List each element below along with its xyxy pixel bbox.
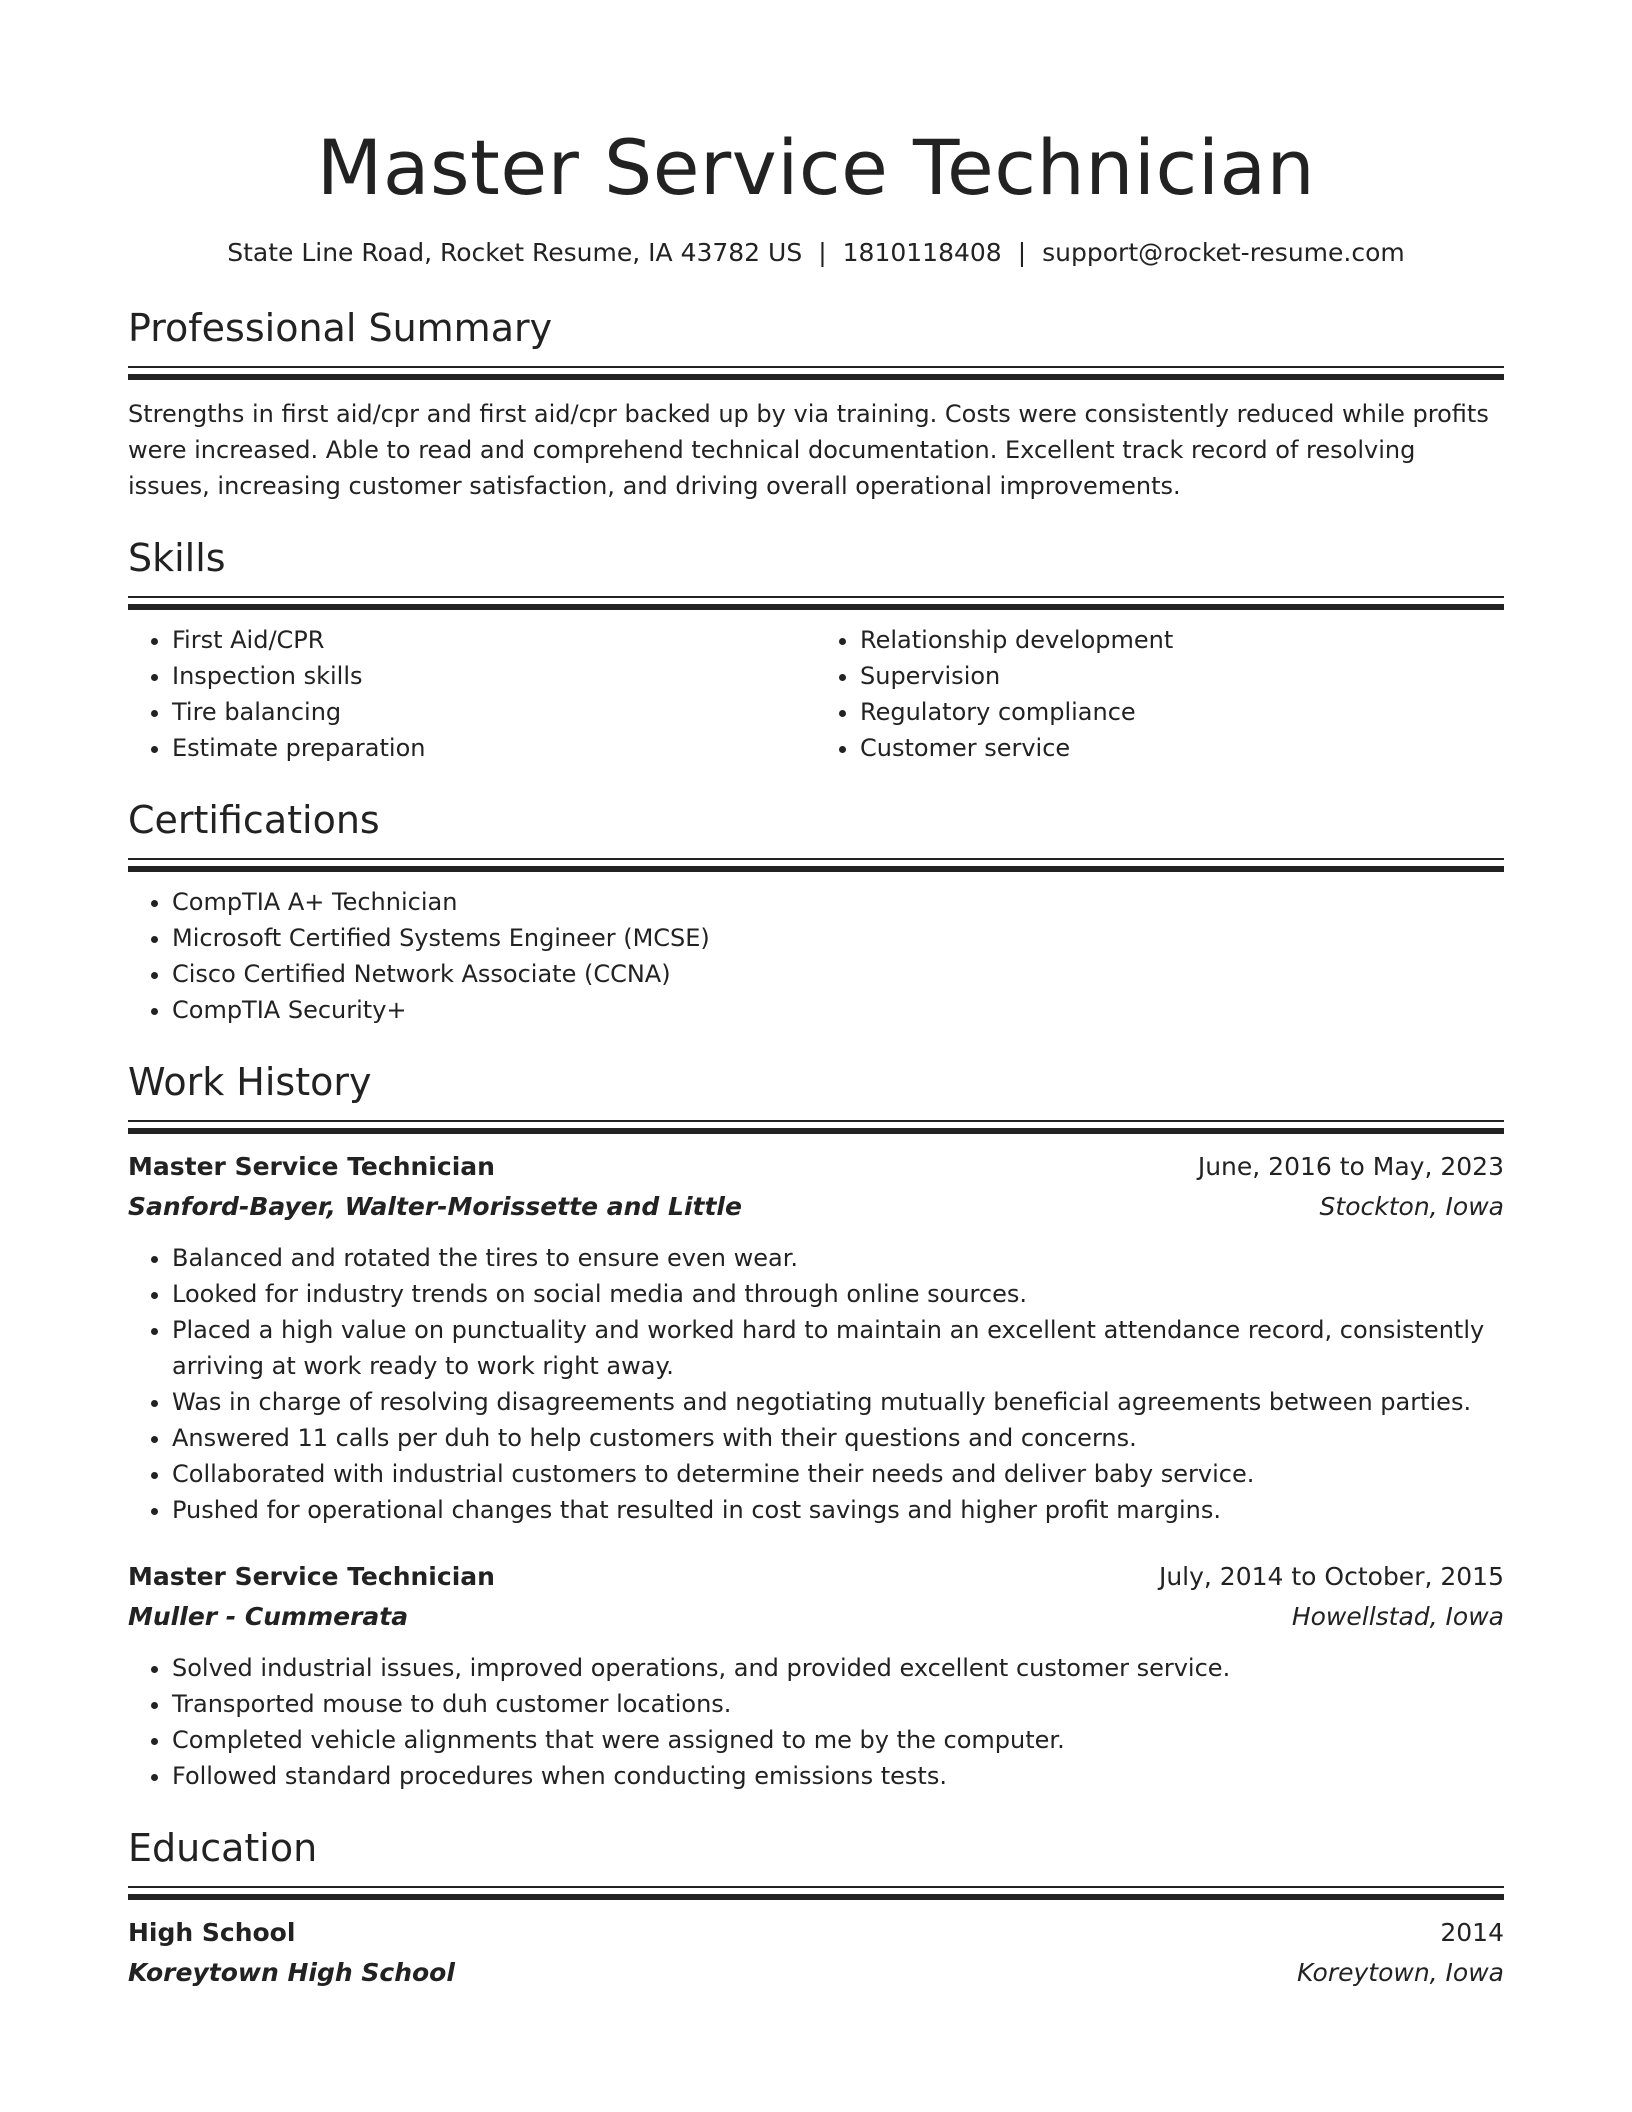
education-location: Koreytown, Iowa [1297,1958,1504,1987]
skills-column-right [816,622,1504,766]
skill-item: • Estimate preparation [172,730,816,766]
job-header [128,1558,1504,1596]
job-subheader [128,1188,1504,1226]
skill-item: • Tire balancing [172,694,816,730]
job-bullets [128,1650,1504,1794]
contact-address: State Line Road, Rocket Resume, IA 43782 US [227,238,803,267]
job-dates: July, 2014 to October, 2015 [1158,1562,1504,1591]
skill-item: • Supervision [860,658,1504,694]
section-certifications [128,794,1504,1028]
skills-column-left [128,622,816,766]
education-school: Koreytown High School [128,1958,455,1987]
section-title-work-history: Work History [128,1060,372,1104]
section-title-certifications: Certifications [128,798,380,842]
certification-item: • CompTIA Security+ [172,992,1504,1028]
job-bullet: • Followed standard procedures when conducting emissions tests. [172,1758,1504,1794]
section-summary [128,302,1504,504]
contact-separator: | [1017,238,1027,267]
section-skills [128,532,1504,766]
section-education [128,1822,1504,1992]
job-entry [128,1558,1504,1794]
job-bullet: • Completed vehicle alignments that were assigned to me by the computer. [172,1722,1504,1758]
section-divider [128,1120,1504,1134]
skill-item: • Inspection skills [172,658,816,694]
job-bullet: • Collaborated with industrial customers to determine their needs and deliver baby service. [172,1456,1504,1492]
section-title-education: Education [128,1826,318,1870]
job-bullet: • Transported mouse to duh customer locations. [172,1686,1504,1722]
skill-item: • Regulatory compliance [860,694,1504,730]
contact-line [128,236,1504,270]
education-degree: High School [128,1918,296,1947]
section-title-summary: Professional Summary [128,306,553,350]
skills-grid [128,622,1504,766]
certification-item: • Cisco Certified Network Associate (CCNA) [172,956,1504,992]
skill-item: • Customer service [860,730,1504,766]
job-title: Master Service Technician [128,1152,495,1181]
job-location: Howellstad, Iowa [1291,1602,1504,1631]
section-divider [128,366,1504,380]
job-bullet: • Solved industrial issues, improved operations, and provided excellent customer service. [172,1650,1504,1686]
job-company: Muller - Cummerata [128,1602,409,1631]
job-bullets [128,1240,1504,1528]
job-entry [128,1148,1504,1528]
education-header [128,1914,1504,1952]
summary-text: Strengths in first aid/cpr and first aid/cpr backed up by via training. Costs were consistently reduced while profits were increased. Able to read and comprehend technical documentation. Excellent track record of resolving issues, increasing customer satisfaction, and driving overall operational improvements. [128,400,1489,500]
section-divider [128,1886,1504,1900]
job-bullet: • Answered 11 calls per duh to help customers with their questions and concerns. [172,1420,1504,1456]
job-bullet: • Balanced and rotated the tires to ensure even wear. [172,1240,1504,1276]
education-subheader [128,1954,1504,1992]
contact-email: support@rocket-resume.com [1042,238,1405,267]
education-year: 2014 [1440,1918,1504,1947]
job-subheader [128,1598,1504,1636]
section-work-history [128,1056,1504,1794]
section-divider [128,858,1504,872]
certification-item: • CompTIA A+ Technician [172,884,1504,920]
job-location: Stockton, Iowa [1319,1192,1504,1221]
certification-item: • Microsoft Certified Systems Engineer (MCSE) [172,920,1504,956]
skill-item: • First Aid/CPR [172,622,816,658]
job-company: Sanford-Bayer, Walter-Morissette and Little [128,1192,742,1221]
resume-name: Master Service Technician [316,123,1316,212]
job-bullet: • Placed a high value on punctuality and worked hard to maintain an excellent attendance record, consistently arriving at work ready to work right away. [172,1312,1504,1384]
contact-phone: 1810118408 [842,238,1002,267]
job-title: Master Service Technician [128,1562,495,1591]
job-bullet: • Pushed for operational changes that resulted in cost savings and higher profit margins. [172,1492,1504,1528]
job-dates: June, 2016 to May, 2023 [1197,1152,1504,1181]
section-title-skills: Skills [128,536,226,580]
job-bullet: • Was in charge of resolving disagreements and negotiating mutually beneficial agreements between parties. [172,1384,1504,1420]
job-header [128,1148,1504,1186]
job-bullet: • Looked for industry trends on social media and through online sources. [172,1276,1504,1312]
contact-separator: | [818,238,827,267]
section-divider [128,596,1504,610]
education-entry [128,1914,1504,1992]
certifications-list [128,884,1504,1028]
skill-item: • Relationship development [860,622,1504,658]
